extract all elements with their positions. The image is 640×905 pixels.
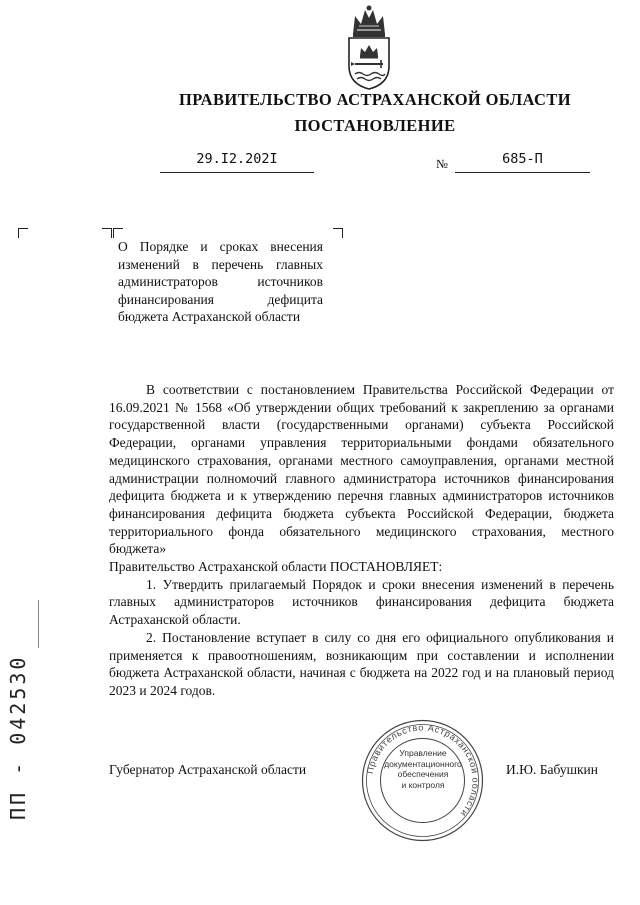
corner-bracket-subject-left-b — [113, 228, 123, 238]
corner-bracket-left — [18, 228, 28, 238]
stamp-center-text — [382, 748, 464, 790]
corner-bracket-subject-right — [333, 228, 343, 238]
stamp-line-3: обеспечения — [397, 769, 449, 779]
signatory-name: И.Ю. Бабушкин — [506, 762, 599, 777]
coat-of-arms-emblem — [343, 4, 395, 90]
government-title: ПРАВИТЕЛЬСТВО АСТРАХАНСКОЙ ОБЛАСТИ — [179, 90, 571, 109]
number-underline — [455, 172, 590, 173]
stamp-line-4: и контроля — [401, 779, 445, 790]
signatory-title: Губернатор Астраханской области — [109, 762, 307, 777]
stamp-line-2: документационного — [384, 758, 462, 769]
margin-mark — [38, 600, 39, 648]
document-type: ПОСТАНОВЛЕНИЕ — [294, 116, 456, 135]
serial-number: ПП - 042530 — [6, 654, 30, 820]
corner-bracket-subject-left-a — [102, 228, 112, 238]
decree-line: Правительство Астраханской области ПОСТАНОВЛЯЕТ: — [109, 559, 443, 575]
preamble-paragraph: В соответствии с постановлением Правительства Российской Федерации от 16.09.2021 № 1568 «Об утверждении общих требований к закреплению за органами государственной власти (государственными органами) субъекта Российской Федерации, органами управления территориальными фондами обязательного медицинского страхования, органами местного самоуправления, органами местной администрации полномочий главного администратора источников финансирования дефицита бюджета и к утверждению перечня главных администраторов источников финансирования дефицита бюджета субъекта Российской Федерации, бюджета территориального фонда обязательного медицинского страхования, местного бюджета» — [109, 382, 614, 557]
document-number: 685-П — [502, 151, 543, 167]
stamp-ring-text: Правительство Астраханской области — [364, 722, 481, 819]
document-date: 29.I2.202I — [196, 151, 278, 167]
item-2-paragraph: 2. Постановление вступает в силу со дня его официального опубликования и применяется к правоотношениям, возникающим при составлении и исполнении бюджета Астраханской области, начиная с бюджета на 2022 год и на плановый период 2023 и 2024 годов. — [109, 629, 614, 698]
date-underline — [160, 172, 314, 173]
stamp-line-1: Управление — [399, 748, 447, 758]
item-1-paragraph: 1. Утвердить прилагаемый Порядок и сроки внесения изменений в перечень главных администраторов источников финансирования дефицита бюджета Астраханской области. — [109, 576, 614, 628]
number-sign: № — [436, 157, 448, 171]
document-subject: О Порядке и сроках внесения изменений в перечень главных администраторов источников финансирования дефицита бюджета Астраханской области — [118, 239, 323, 325]
document-body — [109, 381, 614, 700]
